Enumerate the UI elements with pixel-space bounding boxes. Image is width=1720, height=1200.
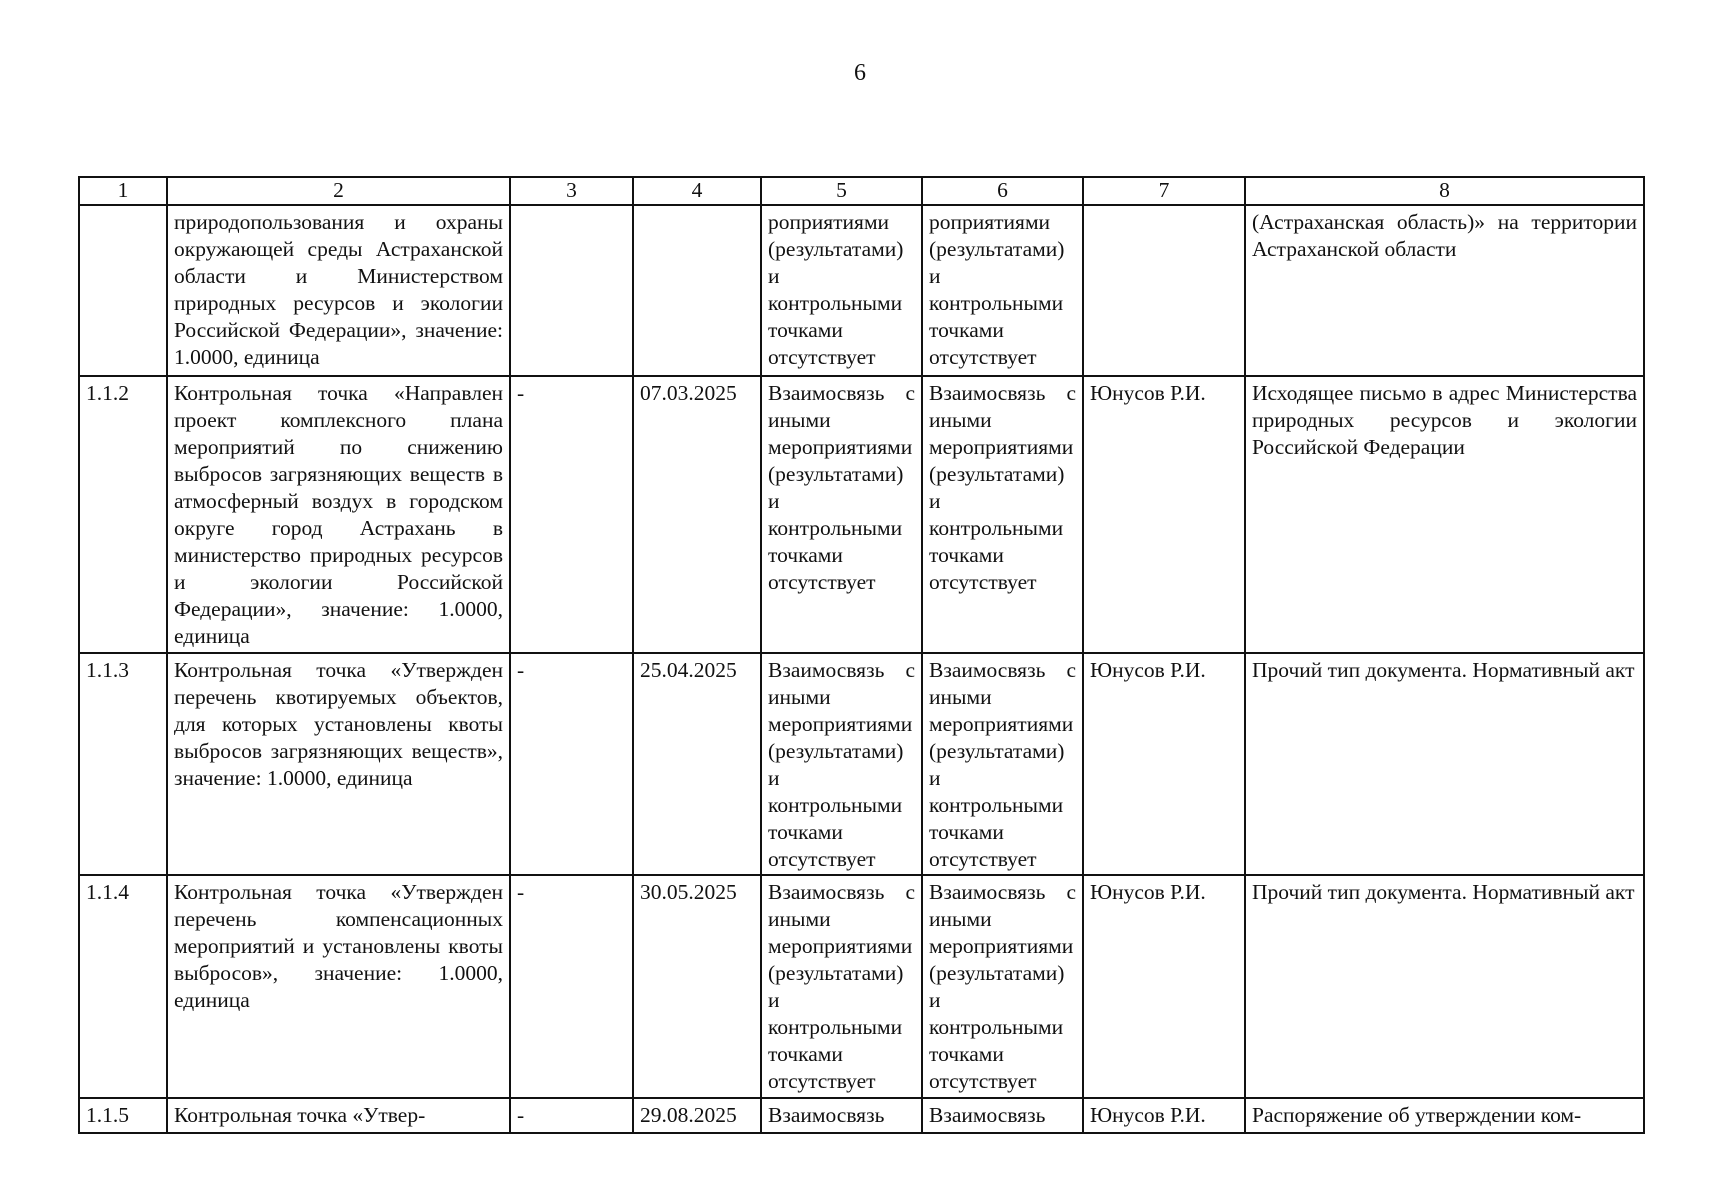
col3-cell: -: [510, 376, 633, 653]
column-header-6: 6: [922, 177, 1083, 205]
date-cell: 07.03.2025: [633, 376, 761, 653]
description-cell: Контрольная точка «Направлен проект комплексного плана мероприятий по снижению выбросов загрязняющих веществ в атмосферный воздух в городском округе город Астрахань в министерство природных ресурсов и экологии Российской Федерации», значение: 1.0000, единица: [167, 376, 510, 653]
relation-cell: роприятиями (результатами) и контрольными точками отсутствует: [761, 205, 922, 376]
header-row: [79, 177, 1644, 205]
relation-cell: Взаимосвязь с иными мероприятиями (результатами) и контрольными точками отсутствует: [761, 875, 922, 1098]
responsible-cell: Юнусов Р.И.: [1083, 875, 1245, 1098]
column-header-7: 7: [1083, 177, 1245, 205]
table-row: [79, 376, 1644, 653]
document-type-cell: Прочий тип документа. Нормативный акт: [1245, 653, 1644, 875]
document-type-cell: Прочий тип документа. Нормативный акт: [1245, 875, 1644, 1098]
row-number-cell: 1.1.3: [79, 653, 167, 875]
description-cell: Контрольная точка «Утвержден перечень компенсационных мероприятий и установлены квоты выбросов», значение: 1.0000, единица: [167, 875, 510, 1098]
col3-cell: -: [510, 875, 633, 1098]
description-cell: Контрольная точка «Утвержден перечень квотируемых объектов, для которых установлены квоты выбросов загрязняющих веществ», значение: 1.0000, единица: [167, 653, 510, 875]
date-cell: 30.05.2025: [633, 875, 761, 1098]
responsible-cell: Юнусов Р.И.: [1083, 1098, 1245, 1133]
description-cell: природопользования и охраны окружающей среды Астраханской области и Министерством природных ресурсов и экологии Российской Федерации», значение: 1.0000, единица: [167, 205, 510, 376]
document-type-cell: (Астраханская область)» на территории Астраханской области: [1245, 205, 1644, 376]
date-cell: 25.04.2025: [633, 653, 761, 875]
col3-cell: [510, 205, 633, 376]
table-row: [79, 1098, 1644, 1133]
responsible-cell: Юнусов Р.И.: [1083, 653, 1245, 875]
row-number-cell: 1.1.5: [79, 1098, 167, 1133]
relation-cell-2: роприятиями (результатами) и контрольными точками отсутствует: [922, 205, 1083, 376]
date-cell: [633, 205, 761, 376]
relation-cell-2: Взаимосвязь с иными мероприятиями (результатами) и контрольными точками отсутствует: [922, 653, 1083, 875]
relation-cell: Взаимосвязь с иными мероприятиями (результатами) и контрольными точками отсутствует: [761, 653, 922, 875]
table-row: [79, 653, 1644, 875]
column-header-5: 5: [761, 177, 922, 205]
column-header-3: 3: [510, 177, 633, 205]
row-number-cell: 1.1.2: [79, 376, 167, 653]
column-header-1: 1: [79, 177, 167, 205]
document-type-cell: Исходящее письмо в адрес Министерства природных ресурсов и экологии Российской Федерации: [1245, 376, 1644, 653]
relation-cell-2: Взаимосвязь с иными мероприятиями (результатами) и контрольными точками отсутствует: [922, 875, 1083, 1098]
plan-table: [78, 176, 1645, 1134]
col3-cell: -: [510, 1098, 633, 1133]
responsible-cell: [1083, 205, 1245, 376]
column-header-4: 4: [633, 177, 761, 205]
responsible-cell: Юнусов Р.И.: [1083, 376, 1245, 653]
table-row: [79, 205, 1644, 376]
description-cell: Контрольная точка «Утвер-: [167, 1098, 510, 1133]
row-number-cell: [79, 205, 167, 376]
relation-cell: Взаимосвязь с иными мероприятиями (результатами) и контрольными точками отсутствует: [761, 376, 922, 653]
column-header-8: 8: [1245, 177, 1644, 205]
row-number-cell: 1.1.4: [79, 875, 167, 1098]
document-type-cell: Распоряжение об утверждении ком-: [1245, 1098, 1644, 1133]
relation-cell-2: Взаимосвязь с иными мероприятиями (результатами) и контрольными точками отсутствует: [922, 376, 1083, 653]
date-cell: 29.08.2025: [633, 1098, 761, 1133]
column-header-2: 2: [167, 177, 510, 205]
relation-cell-2: Взаимосвязь: [922, 1098, 1083, 1133]
table-row: [79, 875, 1644, 1098]
page-number: 6: [854, 60, 866, 86]
relation-cell: Взаимосвязь: [761, 1098, 922, 1133]
col3-cell: -: [510, 653, 633, 875]
